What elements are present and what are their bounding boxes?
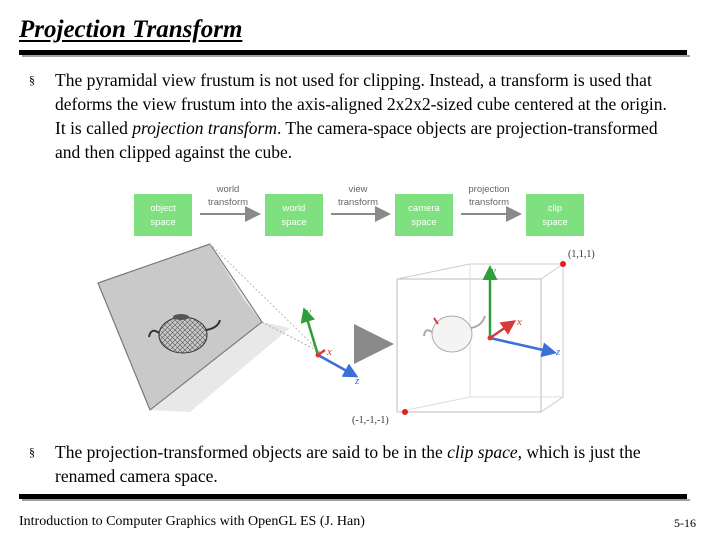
pipeline-world-space [265, 194, 323, 236]
pipe-box-label: world [282, 203, 306, 214]
corner-dot [560, 261, 566, 267]
emphasis-text: clip space [447, 442, 518, 462]
footer-rule-shadow [22, 499, 690, 501]
pipe-box-label: object [150, 203, 176, 214]
axis-label: x [327, 346, 332, 358]
pipeline-clip-space [526, 194, 584, 236]
emphasis-text: projection transform [132, 118, 277, 138]
transform-label: view [348, 184, 368, 195]
transform-label: transform [468, 197, 510, 208]
pipe-box-label: camera [408, 203, 440, 214]
axis-label: z [556, 346, 561, 358]
body-text: . The camera-space objects are projection-transformed and then clipped against the cube. [55, 118, 658, 162]
view-frustum [98, 244, 320, 412]
pipe-box-label: space [281, 217, 307, 228]
axis-label: y [306, 306, 311, 318]
axis-label: x [517, 316, 522, 328]
bullet-marker: § [29, 445, 35, 459]
body-text: , which is just the renamed camera space. [55, 442, 641, 486]
transform-label: transform [207, 197, 249, 208]
pipeline-camera-space [395, 194, 453, 236]
pipe-box-label: clip [547, 203, 563, 214]
clip-cube [352, 249, 595, 426]
bullet-marker: § [29, 73, 35, 87]
pipeline-view-transform [331, 184, 387, 214]
corner-label-max: (1,1,1) [568, 249, 595, 260]
transform-label: projection [468, 184, 510, 195]
footer-course-title: Introduction to Computer Graphics with OpenGL ES (J. Han) [19, 514, 365, 529]
axis-label: y [491, 265, 496, 277]
body-text: The projection-transformed objects are said to be in the [55, 442, 448, 462]
pipe-box-label: space [150, 217, 176, 228]
slide-title: Projection Transform [19, 16, 243, 43]
bullet-2 [29, 440, 689, 490]
transform-label: transform [337, 197, 379, 208]
axis-label: z [355, 375, 360, 387]
pipeline-projection-transform [461, 184, 518, 214]
transform-label: world [216, 184, 240, 195]
camera-axes-left [305, 306, 360, 387]
footer-page-number: 5-16 [674, 516, 696, 530]
bullet-2-text [55, 440, 670, 488]
corner-dot [402, 409, 408, 415]
body-text: The pyramidal view frustum is not used for clipping. Instead, a transform is used that deforms the view frustum into the axis-aligned 2x2x2-sized cube centered at the origin. It is called [55, 70, 667, 138]
pipeline-object-space [134, 194, 192, 236]
teapot-right [424, 316, 485, 352]
corner-label-min: (-1,-1,-1) [352, 415, 389, 426]
pipe-box-label: space [542, 217, 568, 228]
pipe-box-label: space [411, 217, 437, 228]
pipeline-world-transform [200, 184, 257, 214]
